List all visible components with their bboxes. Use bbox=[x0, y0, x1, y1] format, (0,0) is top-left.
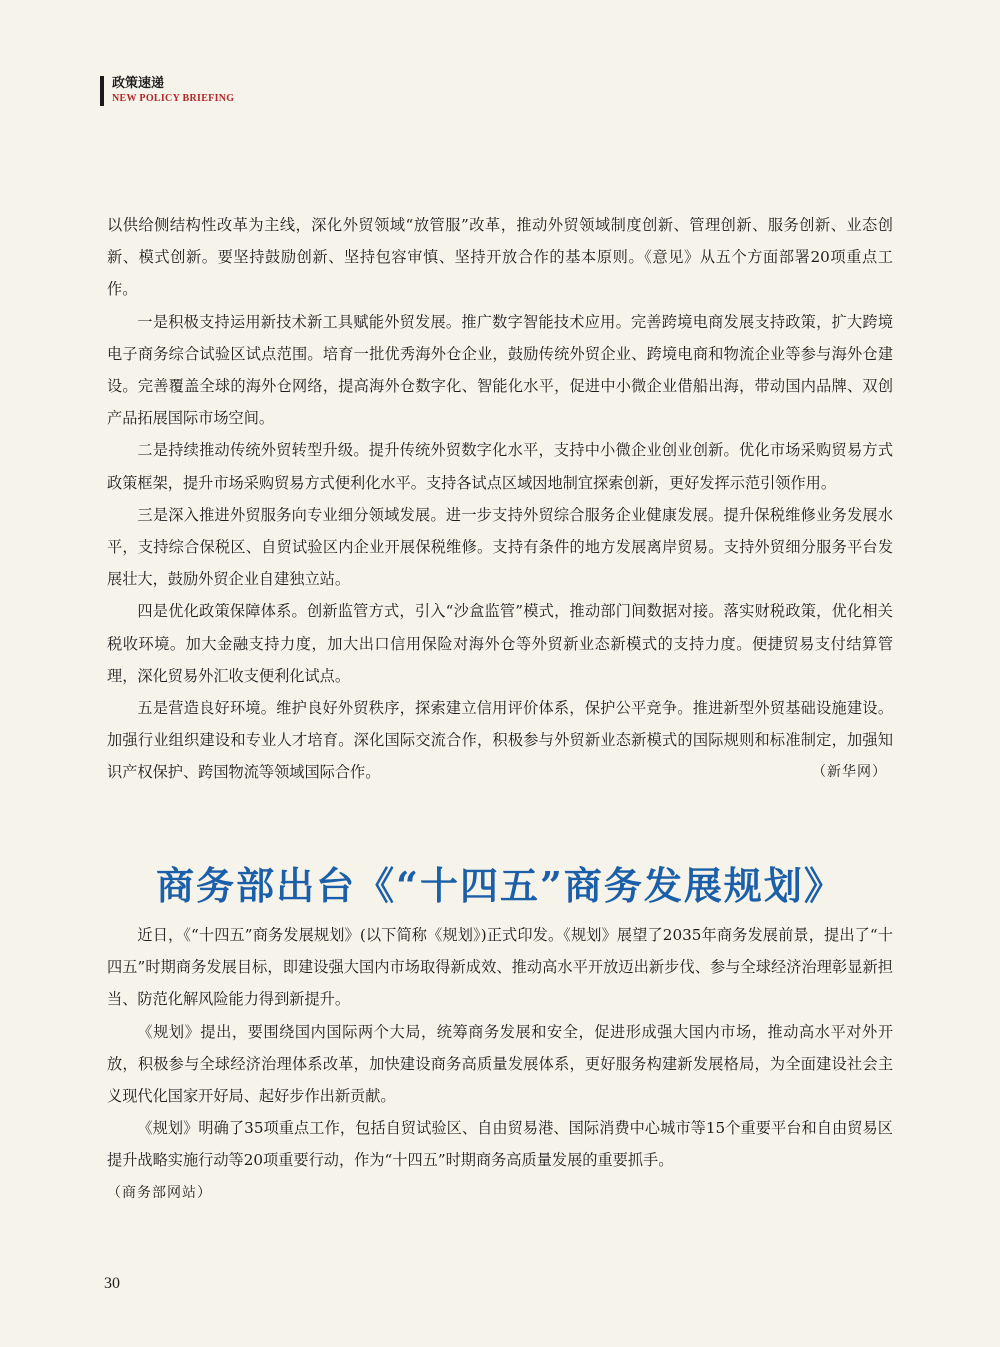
article-1-point-2: 二是持续推动传统外贸转型升级。提升传统外贸数字化水平，支持中小微企业创业创新。优化市场采购贸易方式政策框架，提升市场采购贸易方式便利化水平。支持各试点区域因地制宜探索创新，更好发挥示范引领作用。 bbox=[107, 441, 893, 492]
article-1-point-1: 一是积极支持运用新技术新工具赋能外贸发展。推广数字智能技术应用。完善跨境电商发展支持政策，扩大跨境电子商务综合试验区试点范围。培育一批优秀海外仓企业，鼓励传统外贸企业、跨境电商和物流企业等参与海外仓建设。完善覆盖全球的海外仓网络，提高海外仓数字化、智能化水平，促进中小微企业借船出海，带动国内品牌、双创产品拓展国际市场空间。 bbox=[107, 312, 893, 428]
article-2-para-3: 《规划》明确了35项重点工作，包括自贸试验区、自由贸易港、国际消费中心城市等15个重要平台和自由贸易区提升战略实施行动等20项重要行动，作为“十四五”时期商务高质量发展的重要抓手。 bbox=[107, 1119, 893, 1170]
article-1-intro: 以供给侧结构性改革为主线，深化外贸领域“放管服”改革，推动外贸领域制度创新、管理创新、服务创新、业态创新、模式创新。要坚持鼓励创新、坚持包容审慎、坚持开放合作的基本原则。《意见》从五个方面部署20项重点工作。 bbox=[107, 216, 893, 299]
article-1-body bbox=[107, 209, 893, 789]
article-1-point-5-wrap bbox=[107, 692, 893, 789]
article-1-point-4: 四是优化政策保障体系。创新监管方式，引入“沙盒监管”模式，推动部门间数据对接。落实财税政策，优化相关税收环境。加大金融支持力度，加大出口信用保险对海外仓等外贸新业态新模式的支持力度。便捷贸易支付结算管理，深化贸易外汇收支便利化试点。 bbox=[107, 602, 893, 685]
article-1-point-3: 三是深入推进外贸服务向专业细分领域发展。进一步支持外贸综合服务企业健康发展。提升保税维修业务发展水平，支持综合保税区、自贸试验区内企业开展保税维修。支持有条件的地方发展离岸贸易。支持外贸细分服务平台发展壮大，鼓励外贸企业自建独立站。 bbox=[107, 505, 893, 589]
article-1-point-5: 五是营造良好环境。维护良好外贸秩序，探索建立信用评价体系，保护公平竞争。推进新型外贸基础设施建设。加强行业组织建设和专业人才培育。深化国际交流合作，积极参与外贸新业态新模式的国际规则和标准制定，加强知识产权保护、跨国物流等领域国际合作。 bbox=[107, 699, 893, 782]
page-number: 30 bbox=[104, 1275, 120, 1292]
section-header bbox=[100, 76, 234, 106]
article-2-source: （商务部网站） bbox=[107, 1184, 212, 1201]
article-2-title: 商务部出台《“十四五”商务发展规划》 bbox=[156, 863, 844, 908]
article-2-para-2: 《规划》提出，要围绕国内国际两个大局，统筹商务发展和安全，促进形成强大国内市场，推动高水平对外开放，积极参与全球经济治理体系改革，加快建设商务高质量发展体系，更好服务构建新发展格局，为全面建设社会主义现代化国家开好局、起好步作出新贡献。 bbox=[107, 1022, 893, 1106]
article-2-body bbox=[107, 919, 893, 1209]
section-title-cn: 政策速递 bbox=[112, 76, 165, 91]
article-1-source: （新华网） bbox=[812, 764, 887, 781]
article-2-para-1: 近日，《“十四五”商务发展规划》(以下简称《规划》)正式印发。《规划》展望了2035年商务发展前景，提出了“十四五”时期商务发展目标，即建设强大国内市场取得新成效、推动高水平开放迈出新步伐、参与全球经济治理彰显新担当、防范化解风险能力得到新提升。 bbox=[107, 926, 893, 1009]
section-title-en: NEW POLICY BRIEFING bbox=[112, 93, 235, 104]
